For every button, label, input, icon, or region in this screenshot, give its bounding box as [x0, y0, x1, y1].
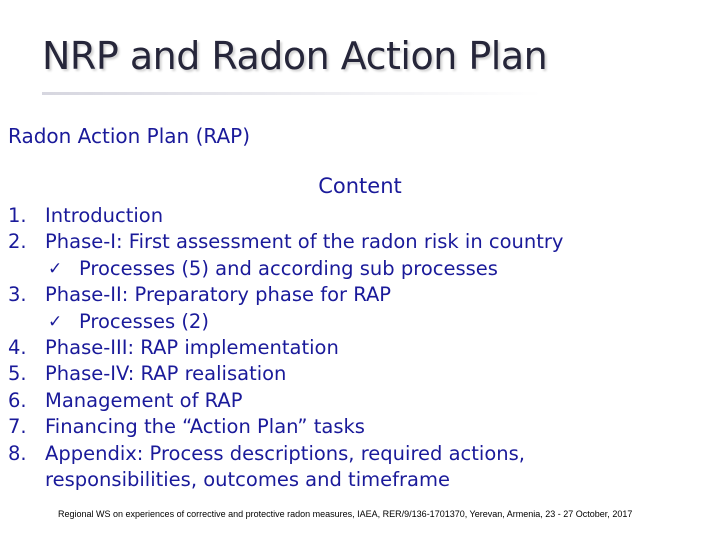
list-item-text: Introduction [45, 204, 164, 227]
list-item [8, 441, 708, 467]
list-item-text: Appendix: Process descriptions, required actions, [45, 441, 525, 465]
list-item-text: Phase-I: First assessment of the radon risk in country [45, 230, 564, 254]
list-item-number: 3. [8, 283, 27, 307]
check-icon: ✓ [48, 311, 63, 332]
list-item-text: Phase-III: RAP implementation [45, 336, 339, 360]
sub-item [8, 256, 708, 282]
slide-subtitle: Radon Action Plan (RAP) [8, 124, 251, 148]
title-underline [42, 92, 542, 95]
list-item-text: Financing the “Action Plan” tasks [45, 415, 365, 439]
sub-item-text: Processes (5) and according sub processes [79, 256, 498, 280]
list-item-number: 6. [8, 388, 27, 412]
list-item-text: Phase-II: Preparatory phase for RAP [45, 283, 392, 307]
list-item [8, 335, 708, 361]
slide-title: NRP and Radon Action Plan [42, 34, 548, 78]
sub-item [8, 309, 708, 335]
list-item [8, 414, 708, 440]
list-item-text: Phase-IV: RAP realisation [45, 362, 287, 386]
list-item-number: 7. [8, 415, 27, 439]
sub-item-text: Processes (2) [79, 309, 209, 333]
list-item [8, 388, 708, 414]
content-heading: Content [318, 174, 402, 198]
check-icon: ✓ [48, 258, 63, 279]
list-item [8, 361, 708, 387]
list-item [8, 282, 708, 308]
list-item-text: Management of RAP [45, 388, 243, 412]
content-list [8, 203, 708, 493]
slide-footer: Regional WS on experiences of corrective and protective radon measures, IAEA, RER/9/136-1701370, Yerevan, Armenia, 23 - 27 October, 2017 [58, 509, 633, 519]
list-item-continuation: responsibilities, outcomes and timeframe [45, 468, 450, 492]
list-item-number: 8. [8, 441, 27, 465]
list-item-number: 2. [8, 230, 27, 254]
list-item-number: 4. [8, 336, 27, 360]
list-item [8, 229, 708, 255]
list-item-number: 5. [8, 362, 27, 386]
list-item [8, 203, 708, 229]
list-item-number: 1. [8, 204, 27, 227]
